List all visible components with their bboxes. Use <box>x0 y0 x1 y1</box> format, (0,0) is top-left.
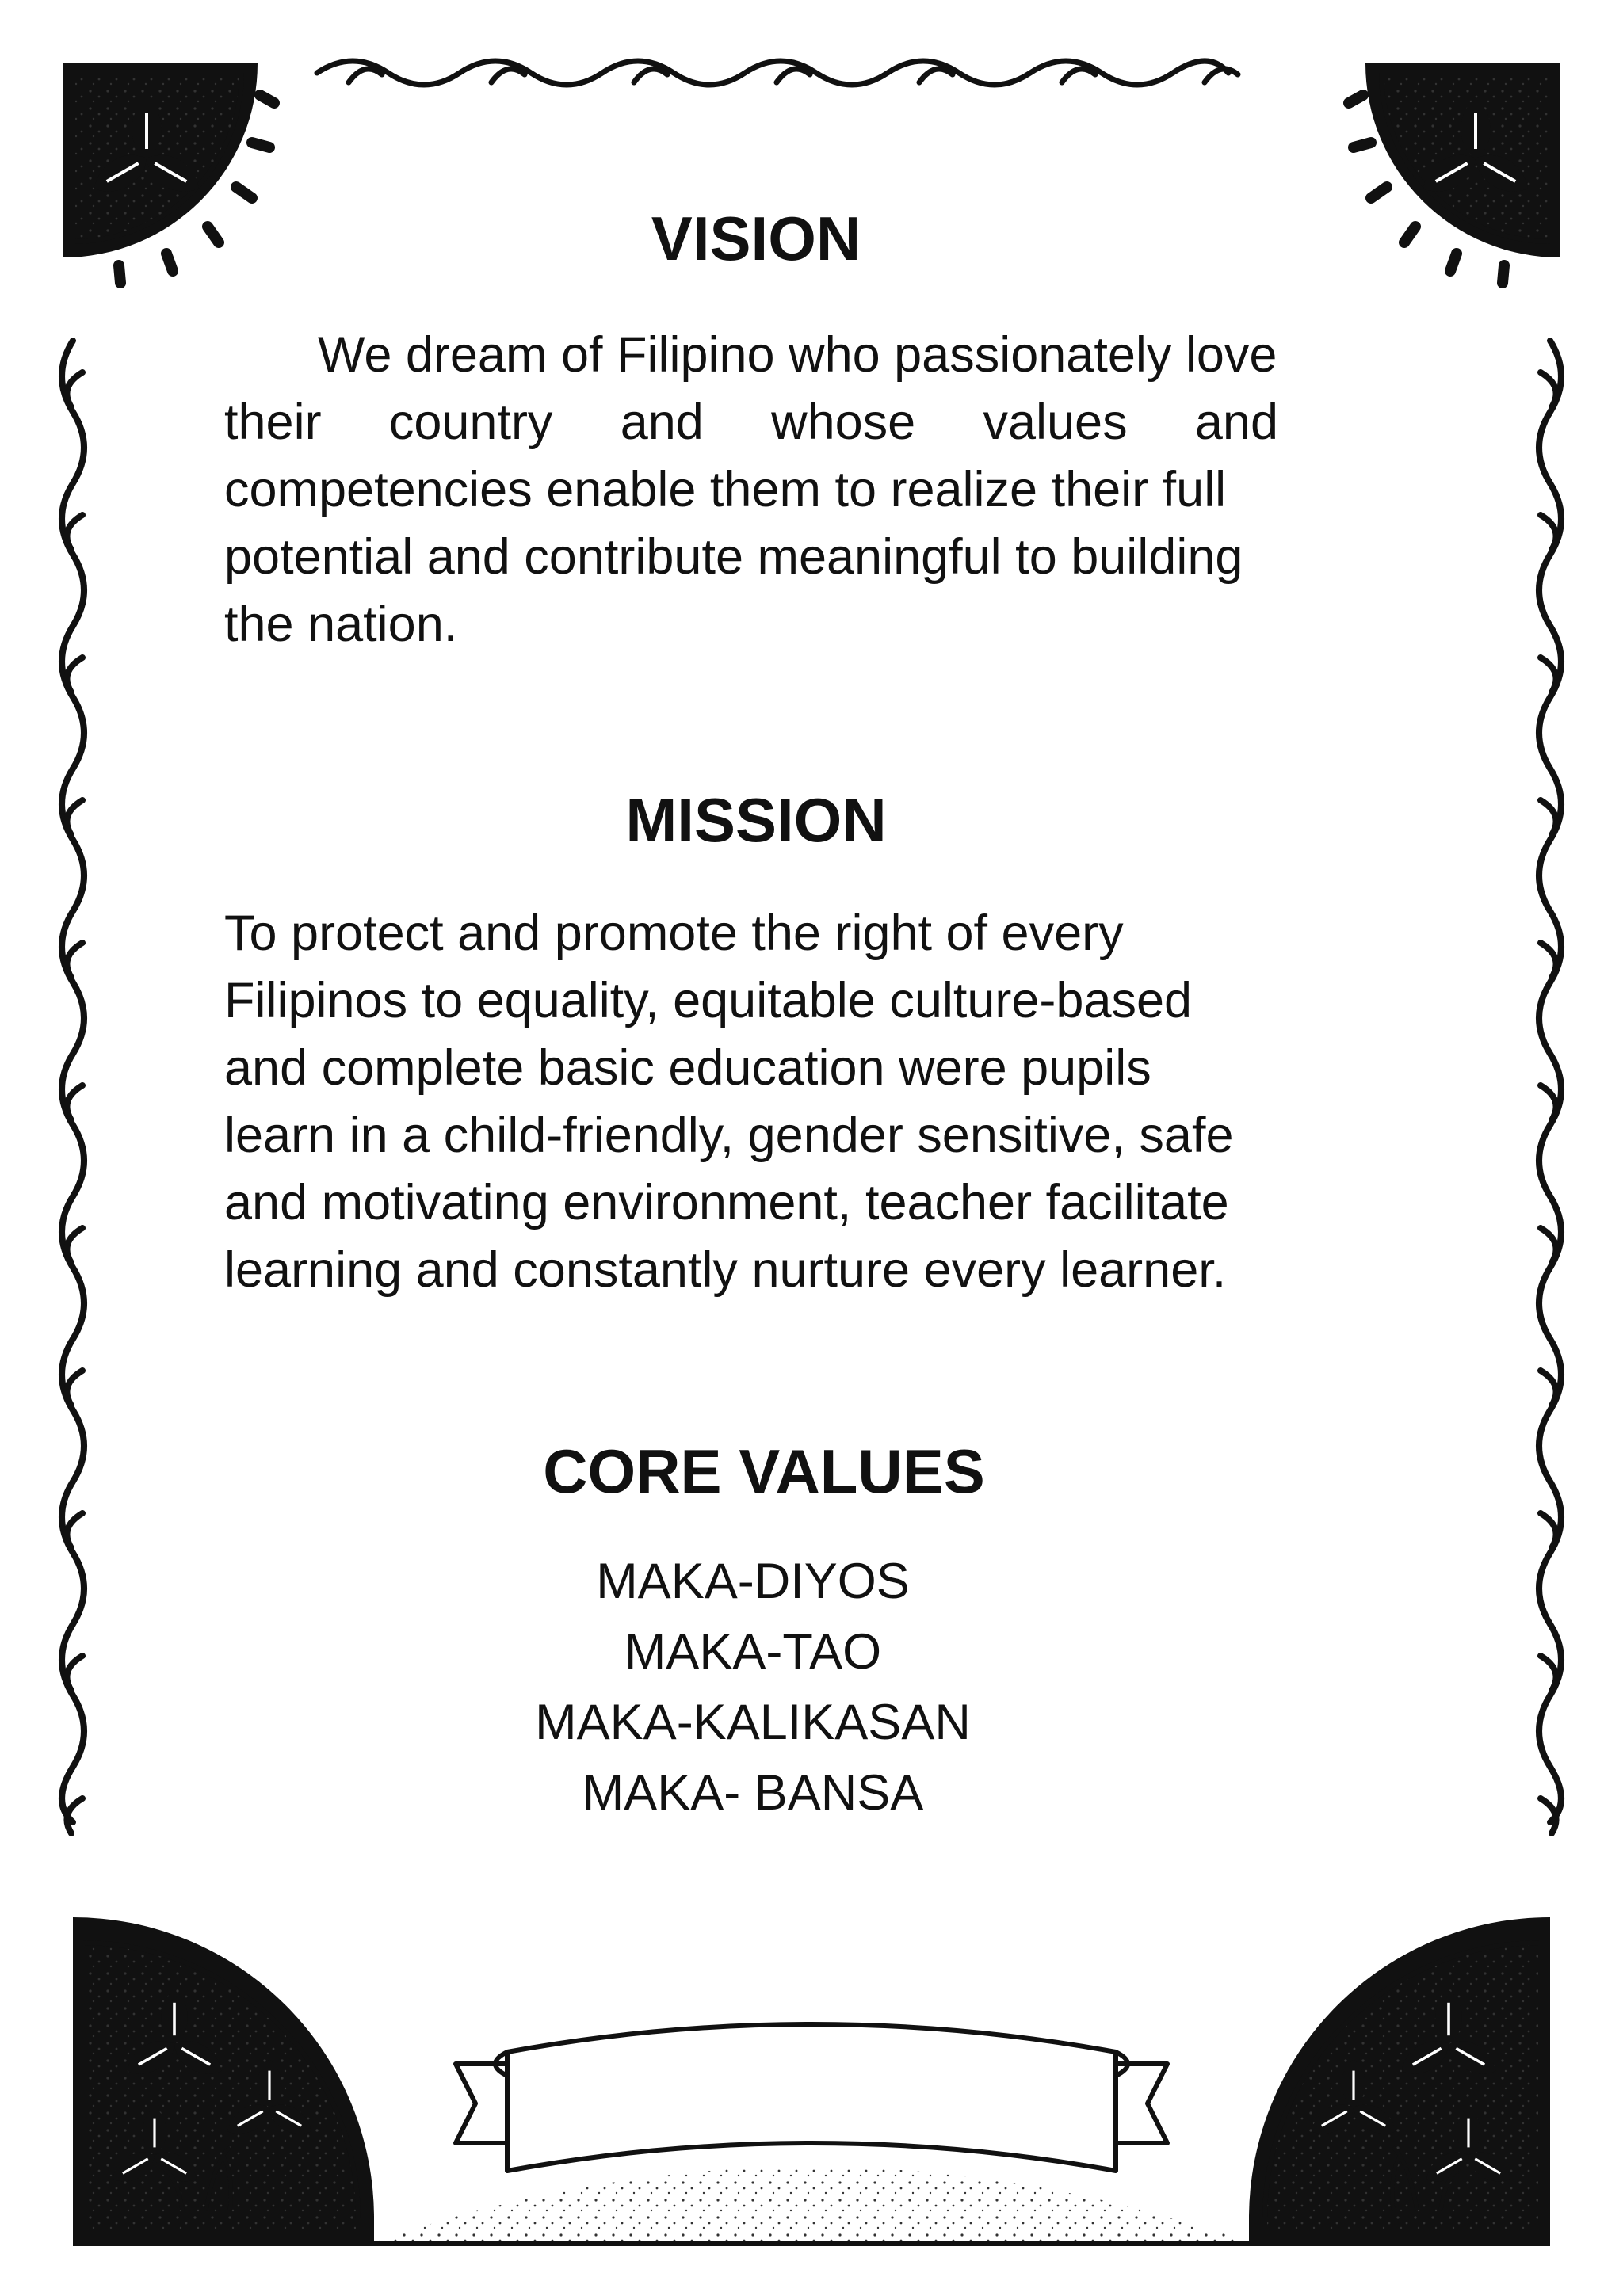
vision-heading: VISION <box>651 204 861 273</box>
mission-line: and complete basic education were pupils <box>224 1040 1151 1096</box>
vision-line: the nation. <box>224 597 458 652</box>
vision-line: potential and contribute meaningful to building <box>224 529 1243 585</box>
right-vine-border <box>1539 341 1561 1833</box>
top-vine-border <box>317 61 1238 85</box>
core-values-heading: CORE VALUES <box>543 1436 985 1506</box>
core-value-item: MAKA- BANSA <box>582 1765 924 1821</box>
core-values-list <box>0 1547 1506 1829</box>
vision-line: We dream of Filipino who passionately love <box>318 327 1277 383</box>
mission-line: To protect and promote the right of every <box>224 906 1124 961</box>
mission-heading: MISSION <box>625 785 887 855</box>
vision-line: competencies enable them to realize their full <box>224 462 1227 517</box>
ribbon-banner <box>456 2024 1167 2171</box>
mission-line: Filipinos to equality, equitable culture-based <box>224 973 1193 1028</box>
mission-line: learning and constantly nurture every learner. <box>224 1242 1227 1298</box>
mission-line: and motivating environment, teacher facilitate <box>224 1175 1229 1230</box>
core-value-item: MAKA-KALIKASAN <box>535 1695 971 1750</box>
core-value-item: MAKA-DIYOS <box>596 1554 910 1609</box>
vision-line: their country and whose values and <box>224 395 1278 450</box>
corner-ornament-bottom-left <box>73 1917 374 2242</box>
corner-ornament-bottom-right <box>1249 1917 1550 2242</box>
vision-paragraph <box>224 322 1365 658</box>
core-value-item: MAKA-TAO <box>624 1624 882 1680</box>
mission-paragraph <box>224 900 1365 1304</box>
mission-line: learn in a child-friendly, gender sensitive, safe <box>224 1108 1234 1163</box>
